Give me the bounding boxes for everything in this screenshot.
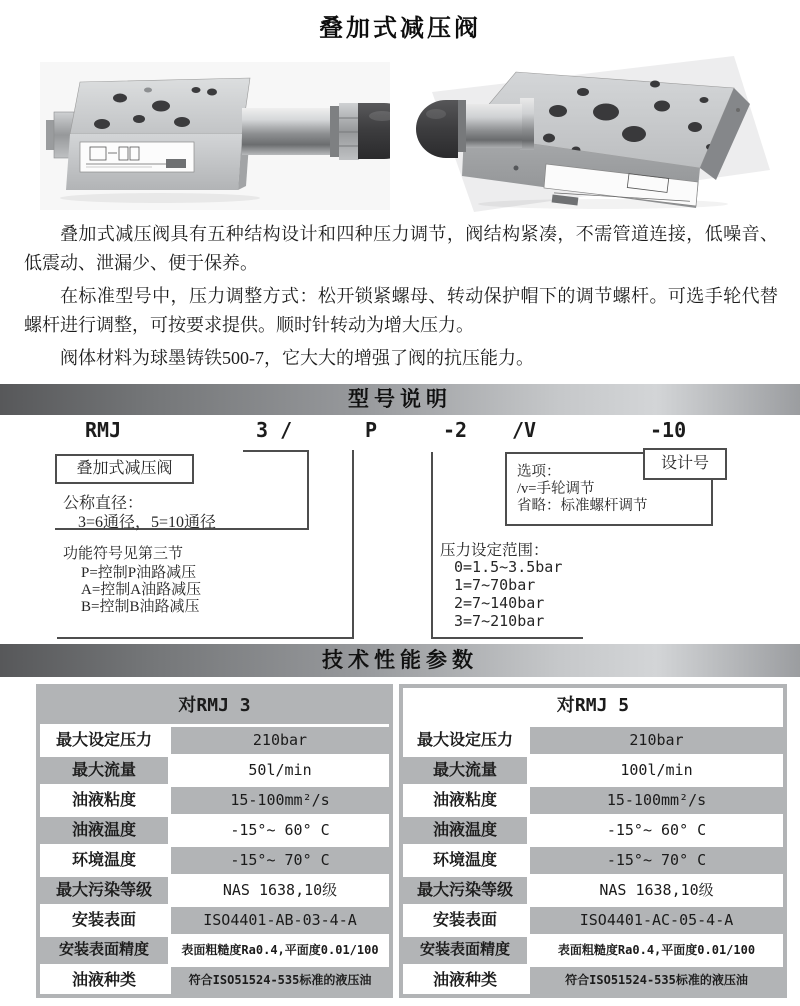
intro-paragraph-3: 阀体材料为球墨铸铁500-7，它大大的增强了阀的抗压能力。: [60, 348, 534, 368]
spec-label: 最大污染等级: [403, 877, 527, 904]
code-part-size: 3 /: [256, 418, 293, 442]
spec-value: NAS 1638,10级: [171, 877, 389, 904]
spec-value: 15-100mm²/s: [171, 787, 389, 814]
design-number-box: 设计号: [643, 448, 727, 480]
spec-value: -15°~ 70° C: [530, 847, 783, 874]
spec-table-rmj5-header: 对RMJ 5: [403, 688, 783, 724]
spec-label: 最大流量: [403, 757, 527, 784]
spec-value: -15°~ 70° C: [171, 847, 389, 874]
intro-paragraph-2: 在标准型号中，压力调整方式：松开锁紧螺母、转动保护帽下的调节螺杆。可选手轮代替螺杆进行调整，可按要求提供。顺时针转动为增大压力。: [24, 286, 778, 335]
page-title: 叠加式减压阀: [319, 15, 481, 42]
spec-label: 安装表面: [40, 907, 168, 934]
pressure-title: 压力设定范围：: [440, 542, 549, 559]
spec-value: 210bar: [530, 727, 783, 754]
valve-name-box: 叠加式减压阀: [55, 454, 194, 484]
spec-value: 符合ISO51524-535标准的液压油: [171, 967, 389, 994]
spec-value: 100l/min: [530, 757, 783, 784]
spec-value: 210bar: [171, 727, 389, 754]
spec-value: NAS 1638,10级: [530, 877, 783, 904]
spec-table-rmj3: [36, 684, 393, 998]
spec-table-rmj3-header: 对RMJ 3: [40, 688, 389, 724]
spec-label: 最大流量: [40, 757, 168, 784]
spec-label: 环境温度: [403, 847, 527, 874]
spec-value: ISO4401-AC-05-4-A: [530, 907, 783, 934]
spec-label: 最大污染等级: [40, 877, 168, 904]
spec-value: -15°~ 60° C: [530, 817, 783, 844]
pressure-item-3: 3=7~210bar: [454, 612, 545, 630]
pressure-item-2: 2=7~140bar: [454, 594, 545, 612]
spec-label: 油液种类: [40, 967, 168, 994]
spec-label: 安装表面精度: [403, 937, 527, 964]
function-item-b: B=控制B油路减压: [81, 599, 200, 615]
pressure-item-0: 0=1.5~3.5bar: [454, 558, 563, 576]
spec-value: 50l/min: [171, 757, 389, 784]
spec-label: 环境温度: [40, 847, 168, 874]
model-code-diagram: [0, 418, 800, 644]
spec-label: 安装表面: [403, 907, 527, 934]
spec-value: 表面粗糙度Ra0.4,平面度0.01/100: [171, 937, 389, 964]
section-header-specs: 技术性能参数: [0, 644, 800, 677]
option-line-1: 选项：: [517, 464, 561, 480]
function-item-a: A=控制A油路减压: [81, 582, 202, 598]
valve-photo-top-view: [398, 48, 790, 218]
spec-label: 安装表面精度: [40, 937, 168, 964]
spec-label: 油液粘度: [403, 787, 527, 814]
spec-value: 15-100mm²/s: [530, 787, 783, 814]
section-header-model: 型号说明: [0, 384, 800, 415]
spec-label: 油液温度: [40, 817, 168, 844]
spec-label: 最大设定压力: [40, 727, 168, 754]
function-title: 功能符号见第三节: [63, 546, 184, 562]
spec-label: 油液温度: [403, 817, 527, 844]
diameter-detail: 3=6通径，5=10通径: [78, 514, 217, 531]
code-part-series: RMJ: [85, 418, 122, 442]
option-line-3: 省略：标准螺杆调节: [517, 498, 648, 514]
spec-value: ISO4401-AB-03-4-A: [171, 907, 389, 934]
spec-label: 最大设定压力: [403, 727, 527, 754]
spec-label: 油液种类: [403, 967, 527, 994]
code-part-function: P: [365, 418, 378, 442]
spec-label: 油液粘度: [40, 787, 168, 814]
diameter-title: 公称直径：: [63, 495, 144, 512]
code-part-pressure: -2: [443, 418, 468, 442]
spec-value: 表面粗糙度Ra0.4,平面度0.01/100: [530, 937, 783, 964]
spec-value: 符合ISO51524-535标准的液压油: [530, 967, 783, 994]
function-item-p: P=控制P油路减压: [81, 565, 197, 581]
option-line-2: /v=手轮调节: [517, 481, 595, 497]
code-part-design: -10: [650, 418, 687, 442]
pressure-item-1: 1=7~70bar: [454, 576, 536, 594]
spec-table-rmj5: [399, 684, 787, 998]
intro-paragraph-1: 叠加式减压阀具有五种结构设计和四种压力调节，阀结构紧凑，不需管道连接，低噪音、低震动、泄漏少、便于保养。: [24, 224, 778, 273]
valve-photo-side-view: [40, 56, 390, 216]
intro-text: [24, 220, 778, 377]
code-part-option: /V: [512, 418, 537, 442]
spec-value: -15°~ 60° C: [171, 817, 389, 844]
